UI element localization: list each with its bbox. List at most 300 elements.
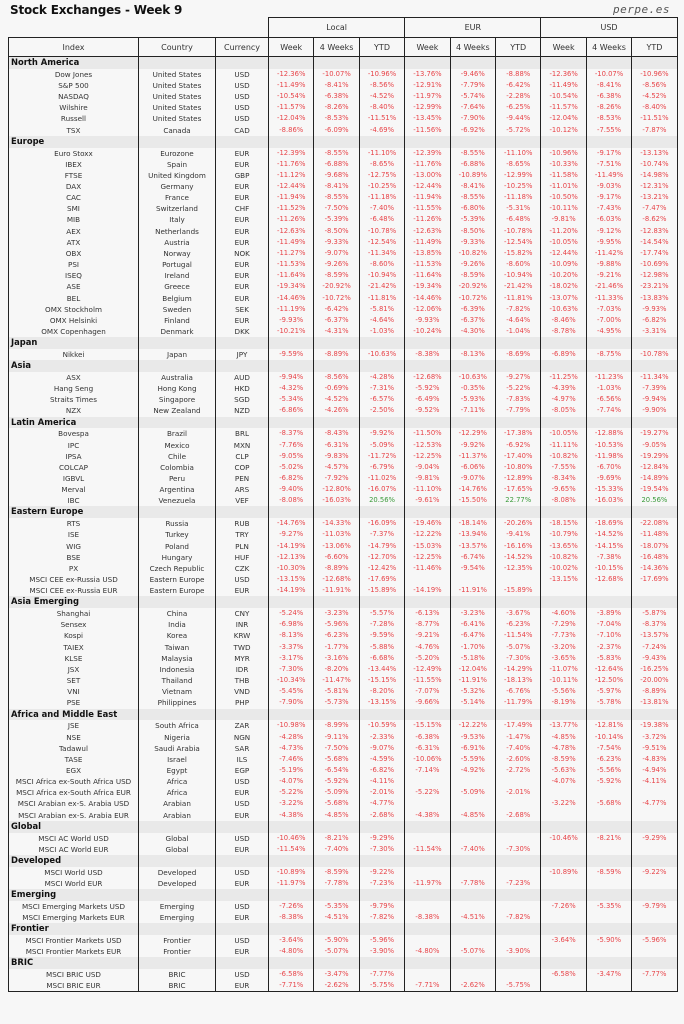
value-cell-usd-ytd: -19.27% bbox=[632, 428, 677, 439]
currency-cell: ARS bbox=[216, 484, 269, 495]
column-header-row bbox=[9, 38, 678, 57]
value-cell-local-week: -6.58% bbox=[269, 969, 314, 980]
value-cell-usd-ytd: -9.51% bbox=[632, 743, 677, 754]
region-band-cell bbox=[586, 957, 631, 969]
value-cell-usd-week: -3.65% bbox=[541, 653, 586, 664]
value-cell-eur-week: -11.56% bbox=[405, 125, 450, 136]
value-cell-local-week: -14.19% bbox=[269, 541, 314, 552]
value-cell-usd-ytd: -8.62% bbox=[632, 214, 677, 225]
region-name: Asia Emerging bbox=[9, 596, 139, 608]
country-cell: Argentina bbox=[139, 484, 216, 495]
country-cell: United States bbox=[139, 69, 216, 80]
value-cell-eur-4weeks: -0.35% bbox=[450, 383, 495, 394]
value-cell-eur-4weeks: -5.93% bbox=[450, 394, 495, 405]
value-cell-eur-4weeks: -15.50% bbox=[450, 495, 495, 506]
region-band-cell bbox=[496, 596, 541, 608]
value-cell-usd-week: -11.25% bbox=[541, 372, 586, 383]
value-cell-local-week: -11.12% bbox=[269, 170, 314, 181]
value-cell-eur-week: -19.46% bbox=[405, 518, 450, 529]
value-cell-eur-week: -6.49% bbox=[405, 394, 450, 405]
region-band-cell bbox=[405, 855, 450, 867]
value-cell-usd-ytd: -7.47% bbox=[632, 203, 677, 214]
region-band-cell bbox=[359, 337, 404, 349]
index-cell: Kospi bbox=[9, 630, 139, 641]
value-cell-eur-ytd: -7.23% bbox=[496, 878, 541, 889]
currency-cell: EUR bbox=[216, 912, 269, 923]
value-cell-local-ytd: -9.29% bbox=[359, 833, 404, 844]
value-cell-eur-ytd bbox=[496, 798, 541, 809]
country-cell: Vietnam bbox=[139, 686, 216, 697]
region-band-cell bbox=[314, 57, 359, 69]
region-band-cell bbox=[359, 957, 404, 969]
region-band-cell bbox=[269, 417, 314, 429]
region-band-cell bbox=[359, 596, 404, 608]
value-cell-eur-week: -9.93% bbox=[405, 315, 450, 326]
value-cell-usd-ytd: -22.08% bbox=[632, 518, 677, 529]
country-cell: Hungary bbox=[139, 552, 216, 563]
value-cell-usd-week bbox=[541, 585, 586, 596]
region-band-cell bbox=[269, 506, 314, 518]
value-cell-eur-4weeks: -12.22% bbox=[450, 720, 495, 731]
currency-cell: RUB bbox=[216, 518, 269, 529]
value-cell-usd-4weeks: -16.03% bbox=[586, 495, 631, 506]
value-cell-local-week: -9.93% bbox=[269, 315, 314, 326]
value-cell-local-ytd: -4.69% bbox=[359, 125, 404, 136]
value-cell-local-4weeks: -5.92% bbox=[314, 776, 359, 787]
currency-cell: USD bbox=[216, 867, 269, 878]
value-cell-usd-ytd: -18.07% bbox=[632, 541, 677, 552]
value-cell-usd-week: -13.65% bbox=[541, 541, 586, 552]
value-cell-local-ytd: -7.30% bbox=[359, 844, 404, 855]
value-cell-eur-week: -9.66% bbox=[405, 697, 450, 708]
country-cell: Netherlands bbox=[139, 226, 216, 237]
table-row bbox=[9, 901, 678, 912]
value-cell-usd-4weeks: -10.07% bbox=[586, 69, 631, 80]
value-cell-usd-4weeks: -9.03% bbox=[586, 181, 631, 192]
index-cell: WIG bbox=[9, 541, 139, 552]
currency-cell: COP bbox=[216, 462, 269, 473]
value-cell-usd-week: -11.01% bbox=[541, 181, 586, 192]
value-cell-usd-week: -7.26% bbox=[541, 901, 586, 912]
value-cell-usd-ytd bbox=[632, 980, 677, 992]
index-cell: ISEQ bbox=[9, 270, 139, 281]
region-band-cell bbox=[269, 889, 314, 901]
value-cell-eur-4weeks: -8.13% bbox=[450, 349, 495, 360]
country-cell: Norway bbox=[139, 248, 216, 259]
value-cell-eur-week: -11.46% bbox=[405, 563, 450, 574]
country-cell: France bbox=[139, 192, 216, 203]
index-cell: MSCI Frontier Markets USD bbox=[9, 935, 139, 946]
region-band-cell bbox=[405, 360, 450, 372]
table-row bbox=[9, 237, 678, 248]
region-header-row bbox=[9, 596, 678, 608]
value-cell-local-4weeks: -8.89% bbox=[314, 563, 359, 574]
value-cell-usd-week: -4.60% bbox=[541, 608, 586, 619]
value-cell-local-week: -10.30% bbox=[269, 563, 314, 574]
value-cell-eur-4weeks: -9.92% bbox=[450, 440, 495, 451]
value-cell-usd-4weeks: -12.64% bbox=[586, 664, 631, 675]
value-cell-eur-week: -7.71% bbox=[405, 980, 450, 992]
region-band-cell bbox=[405, 136, 450, 148]
value-cell-usd-4weeks: -9.12% bbox=[586, 226, 631, 237]
region-band-cell bbox=[405, 821, 450, 833]
value-cell-usd-ytd: -12.98% bbox=[632, 270, 677, 281]
country-cell: Nigeria bbox=[139, 732, 216, 743]
country-cell: Turkey bbox=[139, 529, 216, 540]
table-row bbox=[9, 642, 678, 653]
value-cell-eur-4weeks: -7.11% bbox=[450, 405, 495, 416]
value-cell-eur-week: -4.38% bbox=[405, 810, 450, 821]
index-cell: AEX bbox=[9, 226, 139, 237]
value-cell-usd-4weeks: -11.49% bbox=[586, 170, 631, 181]
value-cell-local-week: -11.94% bbox=[269, 192, 314, 203]
value-cell-usd-ytd: -19.29% bbox=[632, 451, 677, 462]
value-cell-local-week: -4.32% bbox=[269, 383, 314, 394]
region-band-cell bbox=[586, 337, 631, 349]
value-cell-local-ytd: -2.01% bbox=[359, 787, 404, 798]
value-cell-eur-ytd: -8.60% bbox=[496, 259, 541, 270]
index-cell: MSCI Emerging Markets USD bbox=[9, 901, 139, 912]
value-cell-eur-ytd: -7.40% bbox=[496, 743, 541, 754]
value-cell-eur-ytd: -9.27% bbox=[496, 372, 541, 383]
currency-cell: KRW bbox=[216, 630, 269, 641]
value-cell-eur-week: -8.38% bbox=[405, 912, 450, 923]
value-cell-eur-4weeks: -8.41% bbox=[450, 181, 495, 192]
value-cell-eur-week: -9.52% bbox=[405, 405, 450, 416]
region-band-cell bbox=[139, 360, 216, 372]
value-cell-local-4weeks: -4.51% bbox=[314, 912, 359, 923]
country-cell: Indonesia bbox=[139, 664, 216, 675]
country-cell: Chile bbox=[139, 451, 216, 462]
index-cell: ATX bbox=[9, 237, 139, 248]
value-cell-local-week: -5.34% bbox=[269, 394, 314, 405]
region-name: North America bbox=[9, 57, 139, 69]
value-cell-local-ytd: -11.72% bbox=[359, 451, 404, 462]
value-cell-eur-4weeks: -9.26% bbox=[450, 259, 495, 270]
value-cell-eur-4weeks bbox=[450, 574, 495, 585]
value-cell-eur-4weeks bbox=[450, 776, 495, 787]
value-cell-local-week: -11.57% bbox=[269, 102, 314, 113]
value-cell-usd-4weeks: -3.47% bbox=[586, 969, 631, 980]
value-cell-usd-ytd: -13.13% bbox=[632, 148, 677, 159]
value-cell-usd-4weeks: -14.52% bbox=[586, 529, 631, 540]
region-band-cell bbox=[314, 337, 359, 349]
value-cell-local-ytd: -4.77% bbox=[359, 798, 404, 809]
table-row bbox=[9, 946, 678, 957]
value-cell-usd-ytd: -16.48% bbox=[632, 552, 677, 563]
table-row bbox=[9, 776, 678, 787]
value-cell-usd-ytd: -13.21% bbox=[632, 192, 677, 203]
country-cell: United States bbox=[139, 102, 216, 113]
value-cell-usd-4weeks bbox=[586, 844, 631, 855]
country-cell: Eastern Europe bbox=[139, 585, 216, 596]
index-cell: Shanghai bbox=[9, 608, 139, 619]
value-cell-local-4weeks: -8.26% bbox=[314, 102, 359, 113]
value-cell-eur-week: -11.26% bbox=[405, 214, 450, 225]
currency-cell: CHF bbox=[216, 203, 269, 214]
value-cell-usd-ytd: -14.89% bbox=[632, 473, 677, 484]
value-cell-eur-ytd: -7.82% bbox=[496, 912, 541, 923]
value-cell-usd-4weeks: -12.81% bbox=[586, 720, 631, 731]
value-cell-usd-week bbox=[541, 980, 586, 992]
region-band-cell bbox=[450, 337, 495, 349]
index-cell: MSCI Africa ex-South Africa EUR bbox=[9, 787, 139, 798]
value-cell-usd-ytd: -13.83% bbox=[632, 293, 677, 304]
value-cell-local-ytd: -6.48% bbox=[359, 214, 404, 225]
stock-exchanges-table bbox=[8, 17, 677, 992]
region-band-cell bbox=[359, 360, 404, 372]
region-band-cell bbox=[139, 889, 216, 901]
value-cell-eur-ytd bbox=[496, 935, 541, 946]
value-cell-local-4weeks: -9.11% bbox=[314, 732, 359, 743]
value-cell-usd-ytd: -10.96% bbox=[632, 69, 677, 80]
table-row bbox=[9, 270, 678, 281]
value-cell-eur-week: -9.61% bbox=[405, 495, 450, 506]
table-row bbox=[9, 192, 678, 203]
value-cell-usd-week: -10.20% bbox=[541, 270, 586, 281]
value-cell-usd-week: -10.79% bbox=[541, 529, 586, 540]
table-row bbox=[9, 80, 678, 91]
value-cell-local-4weeks: -9.26% bbox=[314, 259, 359, 270]
value-cell-eur-week: -15.03% bbox=[405, 541, 450, 552]
value-cell-eur-week: -11.97% bbox=[405, 878, 450, 889]
value-cell-eur-4weeks bbox=[450, 867, 495, 878]
currency-cell: EUR bbox=[216, 226, 269, 237]
country-cell: Africa bbox=[139, 787, 216, 798]
value-cell-eur-week bbox=[405, 833, 450, 844]
value-cell-usd-week: -10.09% bbox=[541, 259, 586, 270]
currency-cell: HKD bbox=[216, 383, 269, 394]
value-cell-eur-ytd: -11.54% bbox=[496, 630, 541, 641]
value-cell-local-week: -11.49% bbox=[269, 237, 314, 248]
value-cell-local-week: -8.38% bbox=[269, 912, 314, 923]
currency-cell: MYR bbox=[216, 653, 269, 664]
value-cell-usd-week: -11.58% bbox=[541, 170, 586, 181]
country-cell: United States bbox=[139, 80, 216, 91]
index-cell: MSCI AC World USD bbox=[9, 833, 139, 844]
value-cell-eur-4weeks: -13.57% bbox=[450, 541, 495, 552]
region-band-cell bbox=[216, 596, 269, 608]
value-cell-local-week: -14.19% bbox=[269, 585, 314, 596]
value-cell-usd-4weeks: -1.03% bbox=[586, 383, 631, 394]
value-cell-local-4weeks: -6.23% bbox=[314, 630, 359, 641]
region-band-cell bbox=[269, 821, 314, 833]
value-cell-usd-4weeks: -12.50% bbox=[586, 675, 631, 686]
value-cell-eur-week: -13.85% bbox=[405, 248, 450, 259]
value-cell-eur-4weeks: -10.63% bbox=[450, 372, 495, 383]
region-band-cell bbox=[269, 136, 314, 148]
value-cell-usd-week: -9.65% bbox=[541, 484, 586, 495]
value-cell-local-4weeks: -4.52% bbox=[314, 394, 359, 405]
region-band-cell bbox=[541, 57, 586, 69]
currency-cell: PLN bbox=[216, 541, 269, 552]
region-band-cell bbox=[541, 136, 586, 148]
region-band-cell bbox=[586, 709, 631, 721]
value-cell-usd-week bbox=[541, 946, 586, 957]
column-header-eur-week: Week bbox=[405, 38, 450, 57]
value-cell-local-4weeks: -9.33% bbox=[314, 237, 359, 248]
value-cell-local-week: -13.15% bbox=[269, 574, 314, 585]
value-cell-local-ytd: -8.20% bbox=[359, 686, 404, 697]
value-cell-eur-week: -13.45% bbox=[405, 113, 450, 124]
value-cell-usd-4weeks: -9.88% bbox=[586, 259, 631, 270]
value-cell-usd-4weeks: -8.41% bbox=[586, 80, 631, 91]
value-cell-eur-4weeks: -11.91% bbox=[450, 675, 495, 686]
value-cell-eur-week: -6.38% bbox=[405, 732, 450, 743]
region-band-cell bbox=[139, 709, 216, 721]
region-band-cell bbox=[496, 957, 541, 969]
value-cell-local-4weeks: -3.16% bbox=[314, 653, 359, 664]
value-cell-eur-4weeks: -6.41% bbox=[450, 619, 495, 630]
value-cell-usd-week: -13.07% bbox=[541, 293, 586, 304]
value-cell-local-4weeks: -12.68% bbox=[314, 574, 359, 585]
value-cell-eur-week bbox=[405, 867, 450, 878]
value-cell-local-ytd: -7.23% bbox=[359, 878, 404, 889]
table-row bbox=[9, 798, 678, 809]
value-cell-usd-week: -10.05% bbox=[541, 428, 586, 439]
value-cell-eur-4weeks: -12.29% bbox=[450, 428, 495, 439]
value-cell-local-ytd: -4.28% bbox=[359, 372, 404, 383]
index-cell: Russell bbox=[9, 113, 139, 124]
value-cell-eur-4weeks: -8.55% bbox=[450, 192, 495, 203]
region-band-cell bbox=[496, 337, 541, 349]
currency-cell: NOK bbox=[216, 248, 269, 259]
region-band-cell bbox=[632, 596, 677, 608]
region-band-cell bbox=[359, 57, 404, 69]
table-row bbox=[9, 697, 678, 708]
currency-cell: NGN bbox=[216, 732, 269, 743]
currency-cell: BRL bbox=[216, 428, 269, 439]
region-band-cell bbox=[541, 417, 586, 429]
value-cell-eur-ytd: -1.47% bbox=[496, 732, 541, 743]
index-cell: PX bbox=[9, 563, 139, 574]
value-cell-local-week: -12.63% bbox=[269, 226, 314, 237]
country-cell: China bbox=[139, 608, 216, 619]
index-cell: MSCI Arabian ex-S. Arabia EUR bbox=[9, 810, 139, 821]
value-cell-eur-week: -12.39% bbox=[405, 148, 450, 159]
region-header-row bbox=[9, 337, 678, 349]
currency-cell: EGP bbox=[216, 765, 269, 776]
column-header-eur-ytd: YTD bbox=[496, 38, 541, 57]
value-cell-local-4weeks: -8.41% bbox=[314, 80, 359, 91]
table-row bbox=[9, 630, 678, 641]
value-cell-usd-week: -9.81% bbox=[541, 214, 586, 225]
region-band-cell bbox=[541, 855, 586, 867]
index-cell: JSE bbox=[9, 720, 139, 731]
value-cell-eur-ytd: 22.77% bbox=[496, 495, 541, 506]
currency-cell: VND bbox=[216, 686, 269, 697]
value-cell-eur-4weeks: -7.90% bbox=[450, 113, 495, 124]
value-cell-usd-ytd: -3.31% bbox=[632, 326, 677, 337]
value-cell-local-4weeks: -16.03% bbox=[314, 495, 359, 506]
country-cell: Korea bbox=[139, 630, 216, 641]
value-cell-local-ytd: -11.18% bbox=[359, 192, 404, 203]
region-name: Japan bbox=[9, 337, 139, 349]
value-cell-eur-week bbox=[405, 935, 450, 946]
value-cell-usd-week: -10.05% bbox=[541, 237, 586, 248]
value-cell-local-week: -9.94% bbox=[269, 372, 314, 383]
value-cell-usd-week: -10.11% bbox=[541, 675, 586, 686]
value-cell-local-ytd: -10.94% bbox=[359, 270, 404, 281]
value-cell-local-ytd: -8.56% bbox=[359, 80, 404, 91]
region-band-cell bbox=[586, 57, 631, 69]
region-band-cell bbox=[450, 889, 495, 901]
value-cell-eur-4weeks: -6.88% bbox=[450, 159, 495, 170]
currency-cell: CNY bbox=[216, 608, 269, 619]
value-cell-local-week: -10.98% bbox=[269, 720, 314, 731]
region-header-row bbox=[9, 923, 678, 935]
value-cell-usd-week: -10.82% bbox=[541, 552, 586, 563]
value-cell-eur-4weeks: -5.32% bbox=[450, 686, 495, 697]
value-cell-usd-4weeks: -12.88% bbox=[586, 428, 631, 439]
value-cell-eur-ytd: -10.80% bbox=[496, 462, 541, 473]
value-cell-usd-4weeks: -8.21% bbox=[586, 833, 631, 844]
country-cell: Spain bbox=[139, 159, 216, 170]
table-row bbox=[9, 248, 678, 259]
value-cell-usd-ytd: -12.31% bbox=[632, 181, 677, 192]
index-cell: MSCI Frontier Markets EUR bbox=[9, 946, 139, 957]
value-cell-eur-ytd: -5.22% bbox=[496, 383, 541, 394]
region-band-cell bbox=[586, 855, 631, 867]
value-cell-eur-ytd: -12.54% bbox=[496, 237, 541, 248]
currency-cell: EUR bbox=[216, 878, 269, 889]
value-cell-usd-4weeks: -9.21% bbox=[586, 270, 631, 281]
region-band-cell bbox=[541, 889, 586, 901]
value-cell-eur-week: -5.20% bbox=[405, 653, 450, 664]
table-row bbox=[9, 440, 678, 451]
index-cell: Wilshire bbox=[9, 102, 139, 113]
country-cell: Italy bbox=[139, 214, 216, 225]
table-row bbox=[9, 214, 678, 225]
value-cell-local-ytd: -5.75% bbox=[359, 980, 404, 992]
value-cell-eur-week: -7.07% bbox=[405, 686, 450, 697]
table-row bbox=[9, 349, 678, 360]
value-cell-eur-ytd: -14.52% bbox=[496, 552, 541, 563]
region-band-cell bbox=[541, 709, 586, 721]
value-cell-eur-week: -6.13% bbox=[405, 608, 450, 619]
index-cell: Hang Seng bbox=[9, 383, 139, 394]
value-cell-usd-week bbox=[541, 810, 586, 821]
currency-cell: JPY bbox=[216, 349, 269, 360]
value-cell-local-4weeks: -10.07% bbox=[314, 69, 359, 80]
country-cell: Eurozone bbox=[139, 148, 216, 159]
value-cell-local-4weeks: -8.50% bbox=[314, 226, 359, 237]
value-cell-usd-4weeks: -11.42% bbox=[586, 248, 631, 259]
currency-cell: USD bbox=[216, 113, 269, 124]
value-cell-usd-4weeks: -5.35% bbox=[586, 901, 631, 912]
value-cell-local-week: -14.46% bbox=[269, 293, 314, 304]
value-cell-eur-ytd: -2.01% bbox=[496, 787, 541, 798]
value-cell-eur-week: -7.14% bbox=[405, 765, 450, 776]
table-row bbox=[9, 833, 678, 844]
region-header-row bbox=[9, 855, 678, 867]
country-cell: Singapore bbox=[139, 394, 216, 405]
value-cell-local-4weeks: -5.73% bbox=[314, 697, 359, 708]
region-band-cell bbox=[405, 596, 450, 608]
region-name: Latin America bbox=[9, 417, 139, 429]
value-cell-usd-week: -11.11% bbox=[541, 440, 586, 451]
value-cell-usd-week: -10.54% bbox=[541, 91, 586, 102]
value-cell-eur-week: -11.54% bbox=[405, 844, 450, 855]
index-cell: MSCI AC World EUR bbox=[9, 844, 139, 855]
value-cell-eur-week: -8.38% bbox=[405, 349, 450, 360]
country-cell: Arabian bbox=[139, 810, 216, 821]
value-cell-local-ytd: -4.11% bbox=[359, 776, 404, 787]
value-cell-eur-ytd: -5.07% bbox=[496, 642, 541, 653]
value-cell-usd-4weeks: -12.68% bbox=[586, 574, 631, 585]
value-cell-eur-ytd: -17.40% bbox=[496, 451, 541, 462]
value-cell-eur-4weeks: -18.14% bbox=[450, 518, 495, 529]
